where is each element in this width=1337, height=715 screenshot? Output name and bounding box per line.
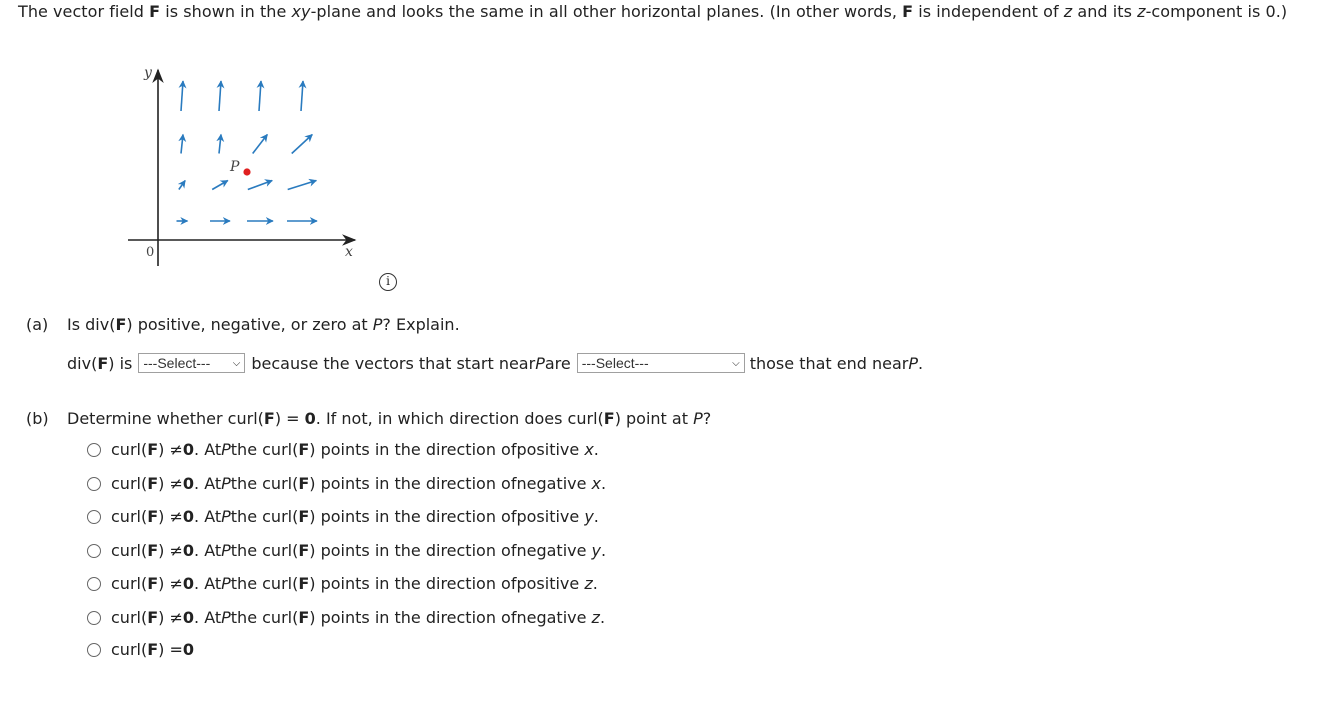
div-text: ) is: [108, 353, 133, 373]
chevron-down-icon: ⌵: [232, 357, 241, 369]
vector-arrow: [288, 181, 317, 190]
axes: [128, 65, 355, 266]
end-text: those that end near: [749, 353, 909, 373]
curl-option-negative-y[interactable]: curl( F ) ≠ 0 . At P the curl( F ) points in the direction of negative y .: [87, 541, 606, 560]
vector-arrow: [181, 135, 183, 154]
curl-option-positive-y[interactable]: curl( F ) ≠ 0 . At P the curl( F ) points in the direction of positive y .: [87, 507, 599, 526]
q-F: F: [603, 409, 615, 428]
intro-part: is shown in the: [160, 2, 292, 21]
q-text: ) =: [274, 409, 305, 428]
x-axis-label: x: [345, 244, 353, 260]
part-a-label: (a): [26, 315, 49, 334]
q-F: F: [115, 315, 127, 334]
vector-arrow: [248, 181, 272, 190]
intro-part: The vector field: [18, 2, 150, 21]
div-F: F: [97, 353, 109, 373]
div-text: div(: [67, 353, 98, 373]
intro-part: and its: [1072, 2, 1138, 21]
end-text: .: [918, 353, 924, 373]
q-text: ?: [702, 409, 712, 428]
q-text: . If not, in which direction does curl(: [315, 409, 604, 428]
q-F: F: [263, 409, 275, 428]
point-P-marker: [243, 168, 250, 175]
curl-option-negative-z[interactable]: curl( F ) ≠ 0 . At P the curl( F ) points in the direction of negative z .: [87, 608, 605, 627]
div-sign-select[interactable]: [138, 353, 245, 373]
radio-button[interactable]: [87, 477, 101, 491]
radio-button[interactable]: [87, 643, 101, 657]
radio-button[interactable]: [87, 611, 101, 625]
intro-part: is independent of: [913, 2, 1064, 21]
info-icon[interactable]: i: [379, 273, 397, 291]
q-text: ? Explain.: [382, 315, 460, 334]
mid-P: P: [535, 353, 545, 373]
intro-z: z: [1137, 2, 1146, 21]
vector-arrow: [219, 135, 221, 154]
q-text: Determine whether curl(: [67, 409, 264, 428]
q-text: ) positive, negative, or zero at: [126, 315, 373, 334]
vector-arrow: [179, 181, 185, 190]
intro-F: F: [149, 2, 161, 21]
curl-option-negative-x[interactable]: curl( F ) ≠ 0 . At P the curl( F ) points in the direction of negative x .: [87, 474, 606, 493]
intro-part: -component is 0.): [1145, 2, 1288, 21]
vector-arrow: [301, 81, 303, 111]
div-answer-row: [67, 352, 923, 374]
vector-arrows: [177, 81, 318, 221]
radio-button[interactable]: [87, 443, 101, 457]
q-zero: 0: [304, 409, 316, 428]
curl-option-positive-z[interactable]: curl( F ) ≠ 0 . At P the curl( F ) points in the direction of positive z .: [87, 574, 598, 593]
q-P: P: [372, 315, 383, 334]
q-text: ) point at: [614, 409, 694, 428]
intro-text: [18, 2, 1287, 21]
comparison-select[interactable]: [577, 353, 745, 373]
vector-arrow: [212, 181, 228, 190]
part-b-question: [67, 409, 711, 428]
point-P-label: P: [230, 159, 240, 175]
div-sign-select-value: ---Select---: [143, 355, 211, 371]
y-axis-label: y: [144, 65, 152, 81]
intro-xy: xy: [291, 2, 311, 21]
vector-arrow: [219, 81, 221, 111]
q-P: P: [693, 409, 703, 428]
radio-button[interactable]: [87, 510, 101, 524]
part-a-question: [67, 315, 460, 334]
radio-button[interactable]: [87, 544, 101, 558]
vector-arrow: [292, 135, 313, 154]
end-P: P: [908, 353, 919, 373]
chevron-down-icon: ⌵: [732, 357, 740, 369]
origin-label: 0: [146, 245, 155, 260]
curl-option-positive-x[interactable]: curl( F ) ≠ 0 . At P the curl( F ) points in the direction of positive x .: [87, 440, 599, 459]
mid-text: are: [544, 353, 571, 373]
intro-z: z: [1063, 2, 1073, 21]
part-b-label: (b): [26, 409, 49, 428]
curl-option-zero[interactable]: curl( F ) = 0: [87, 640, 194, 659]
mid-text: because the vectors that start near: [251, 353, 536, 373]
intro-F: F: [902, 2, 914, 21]
q-text: Is div(: [67, 315, 116, 334]
comparison-select-value: ---Select---: [581, 355, 649, 371]
radio-button[interactable]: [87, 577, 101, 591]
vector-arrow: [181, 81, 183, 111]
vector-field-figure: [120, 56, 370, 271]
intro-part: -plane and looks the same in all other horizontal planes. (In other words,: [310, 2, 903, 21]
vector-arrow: [259, 81, 261, 111]
vector-arrow: [253, 135, 268, 154]
